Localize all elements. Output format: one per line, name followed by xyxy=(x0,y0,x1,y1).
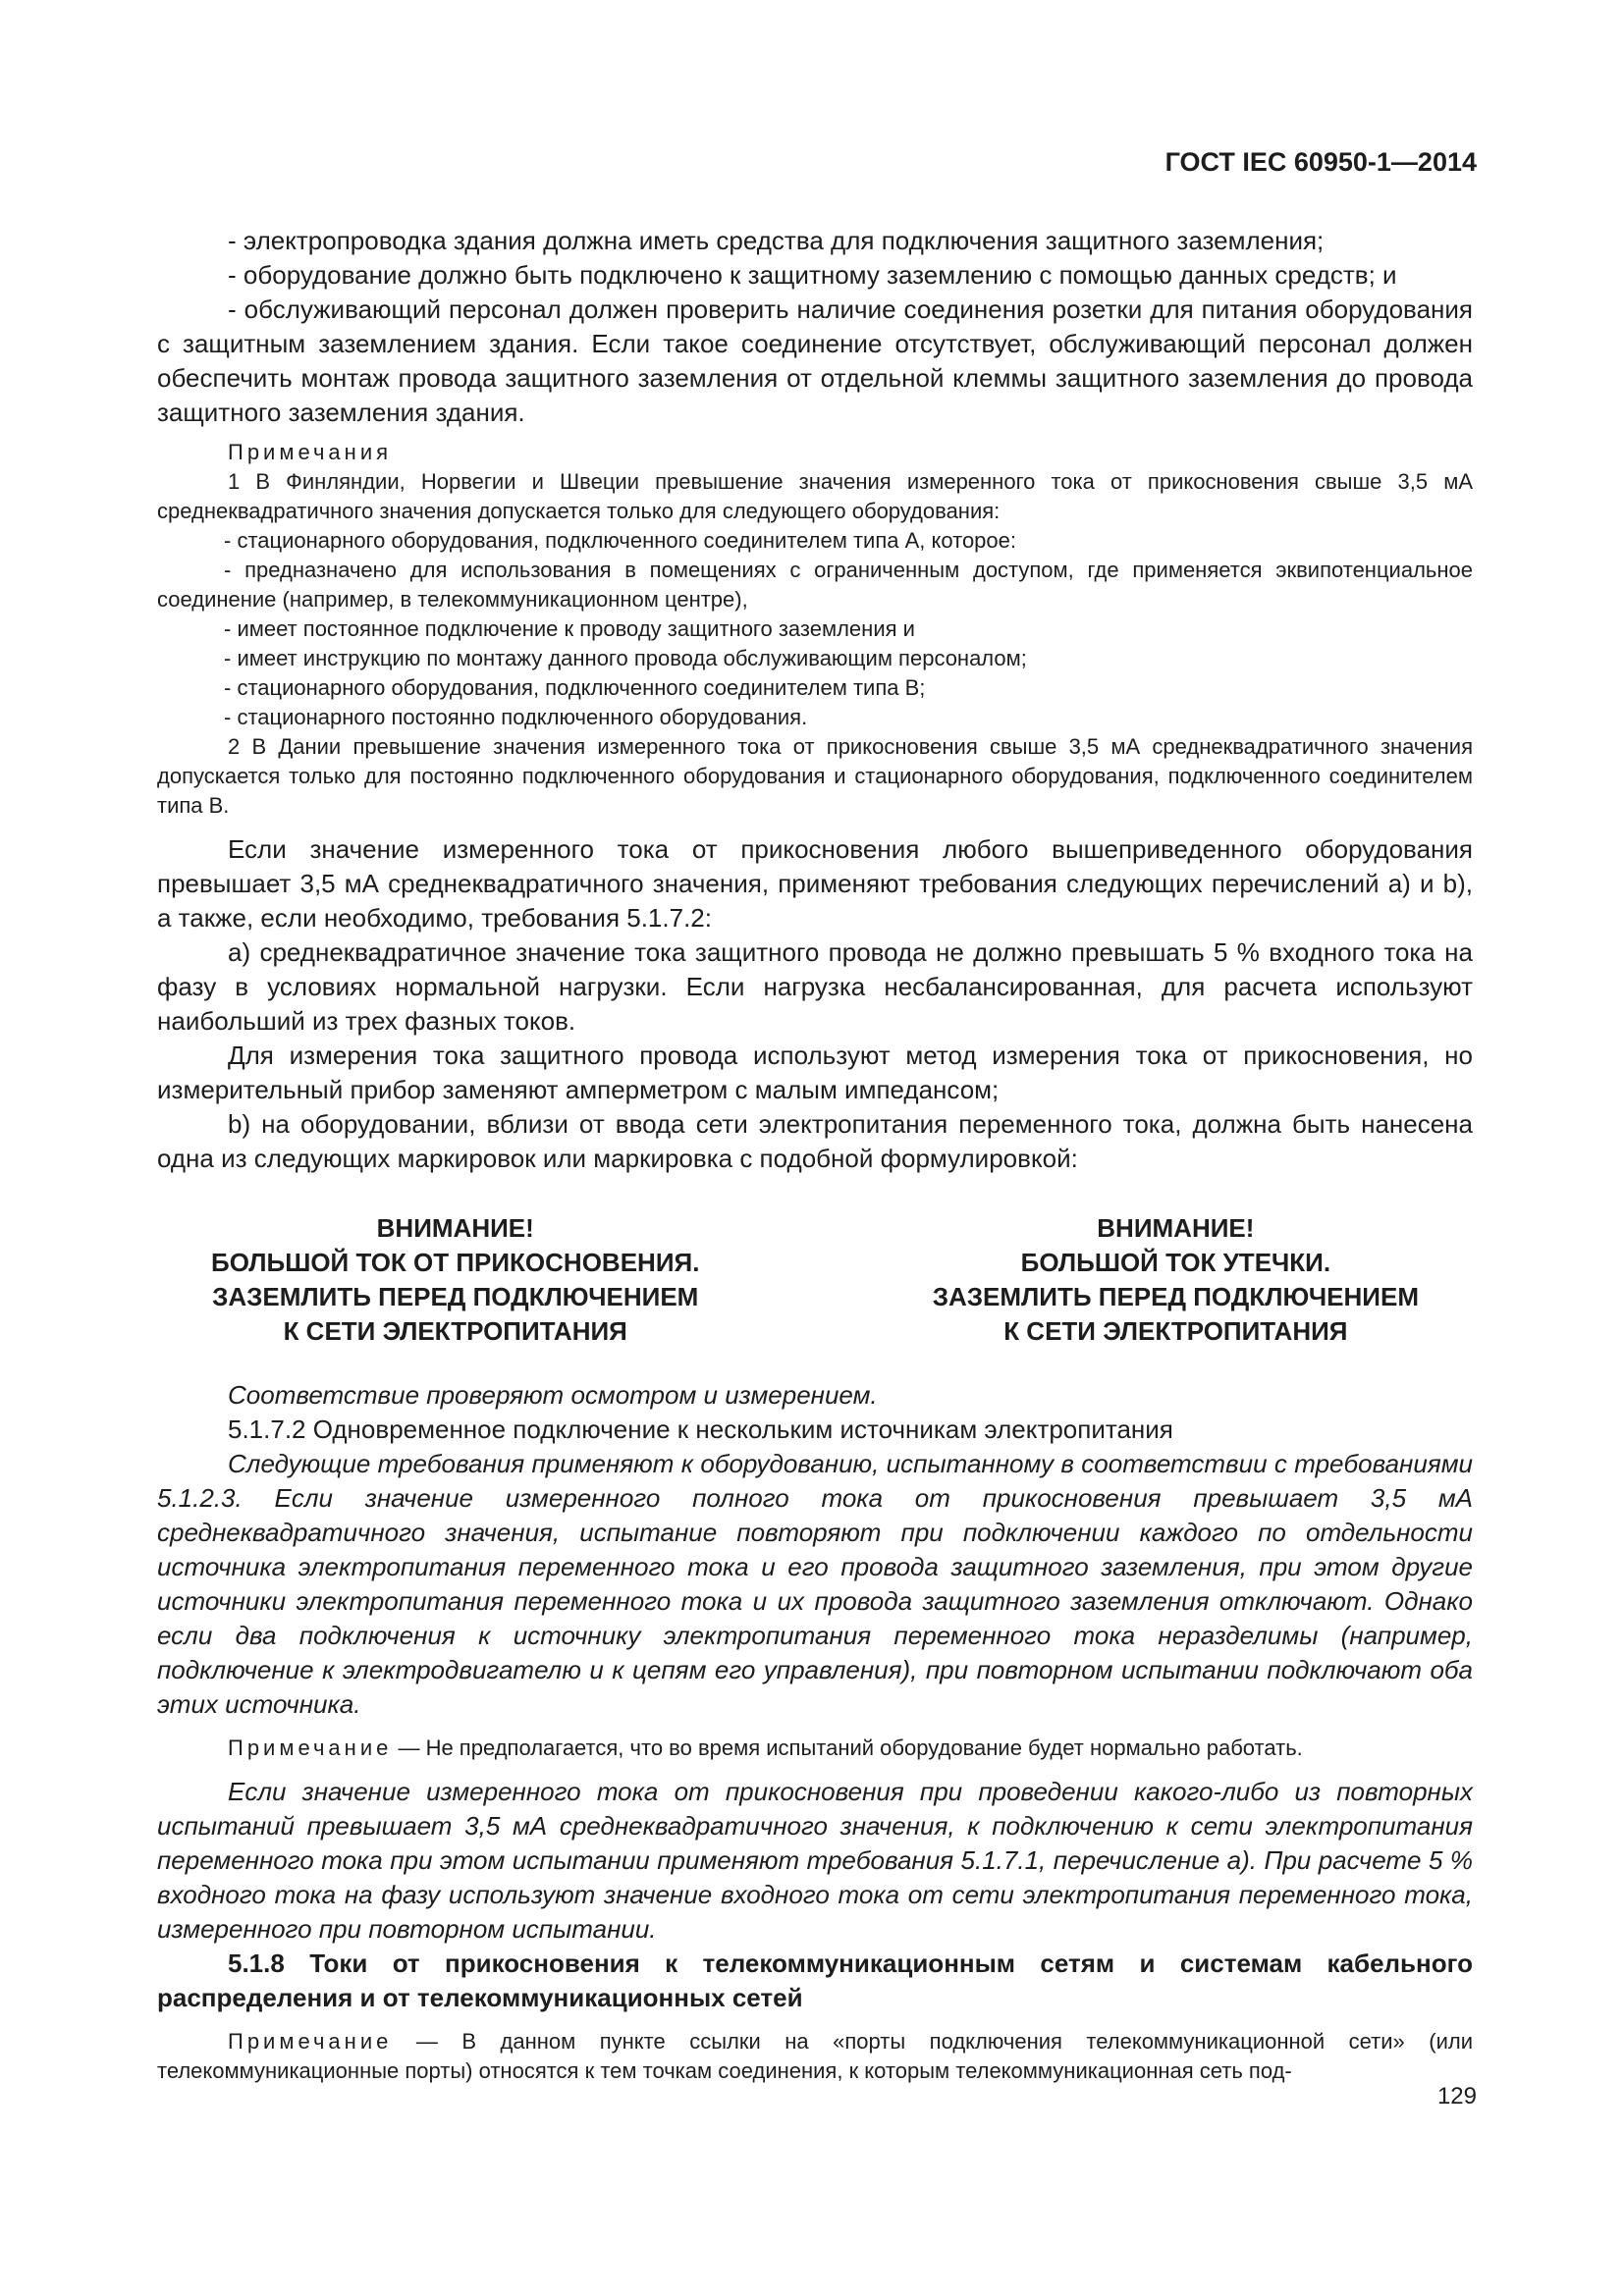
page-number: 129 xyxy=(1436,2083,1477,2109)
compliance-statement: Соответствие проверяют осмотром и измерением. xyxy=(228,1380,878,1410)
note-1-item: - имеет постоянное подключение к проводу защитного заземления и xyxy=(224,616,915,641)
note-1: 1 В Финляндии, Норвегии и Швеции превышение значения измеренного тока от прикосновения свыше 3,5 мА среднеквадратичного значения допускается только для следующего оборудования: xyxy=(157,469,1473,523)
body-paragraph: Для измерения тока защитного провода используют метод измерения тока от прикосновения, но измерительный прибор заменяют амперметром с малым импедансом; xyxy=(157,1041,1473,1104)
note-text: — В данном пункте ссылки на «порты подключения телекоммуникационной сети» (или телекоммуникационные порты) относятся к тем точкам соединения, к которым телекоммуникационная сеть под- xyxy=(157,2029,1473,2083)
note-label: Примечание xyxy=(228,2029,393,2054)
warning-line: ЗАЗЕМЛИТЬ ПЕРЕД ПОДКЛЮЧЕНИЕМ xyxy=(932,1282,1419,1311)
clause-5172-title: 5.1.7.2 Одновременное подключение к нескольким источникам электропитания xyxy=(228,1415,1173,1444)
warning-marking-touch-current xyxy=(211,1211,699,1349)
document-header: ГОСТ IEC 60950-1—2014 xyxy=(1164,147,1477,177)
clause-5172-note xyxy=(157,1734,1473,1763)
warning-markings xyxy=(157,1211,1473,1349)
warning-line: К СЕТИ ЭЛЕКТРОПИТАНИЯ xyxy=(283,1316,627,1346)
clause-518-note xyxy=(157,2027,1473,2086)
warning-line: К СЕТИ ЭЛЕКТРОПИТАНИЯ xyxy=(1003,1316,1348,1346)
body-paragraph: b) на оборудовании, вблизи от ввода сети электропитания переменного тока, должна быть нанесена одна из следующих маркировок или маркировка с подобной формулировкой: xyxy=(157,1109,1473,1173)
note-1-item: - имеет инструкцию по монтажу данного провода обслуживающим персоналом; xyxy=(224,646,1027,670)
clause-5172-test: Следующие требования применяют к оборудованию, испытанному в соответствии с требованиями 5.1.2.3. Если значение измеренного полного тока от прикосновения превышает 3,5 мА среднеквадратичного значения, испытание повторяют при подключении каждого по отдельности источника электропитания переменного тока и его провода защитного заземления, при этом другие источники электропитания переменного тока и их провода защитного заземления отключают. Однако если два подключения к источнику электропитания переменного тока неразделимы (например, подключение к электродвигателю и к цепям его управления), при повторном испытании подключают оба этих источника. xyxy=(157,1449,1473,1719)
intro-item-2: - оборудование должно быть подключено к защитному заземлению с помощью данных средств; и xyxy=(228,260,1397,290)
intro-item-1: - электропроводка здания должна иметь средства для подключения защитного заземления; xyxy=(228,226,1325,255)
warning-line: ВНИМАНИЕ! xyxy=(376,1213,534,1243)
body-paragraph: Если значение измеренного тока от прикосновения любого вышеприведенного оборудования превышает 3,5 мА среднеквадратичного значения, применяют требования следующих перечислений а) и b), а также, если необходимо, требования 5.1.7.2: xyxy=(157,834,1473,933)
note-2: 2 В Дании превышение значения измеренного тока от прикосновения свыше 3,5 мА среднеквадратичного значения допускается только для постоянно подключенного оборудования и стационарного оборудования, подключенного соединителем типа В. xyxy=(157,734,1473,818)
clause-518-title: 5.1.8 Токи от прикосновения к телекоммуникационным сетям и системам кабельного распределения и от телекоммуникационных сетей xyxy=(157,1949,1473,2012)
warning-marking-leakage-current xyxy=(933,1211,1419,1349)
intro-item-3: - обслуживающий персонал должен проверить наличие соединения розетки для питания оборудования с защитным заземлением здания. Если такое соединение отсутствует, обслуживающий персонал должен обеспечить монтаж провода защитного заземления от отдельной клеммы защитного заземления до провода защитного заземления здания. xyxy=(157,294,1473,427)
note-text: — Не предполагается, что во время испытаний оборудование будет нормально работать. xyxy=(392,1735,1303,1760)
body-paragraph: а) среднеквадратичное значение тока защитного провода не должно превышать 5 % входного тока на фазу в условиях нормальной нагрузки. Если нагрузка несбалансированная, для расчета используют наибольший из трех фазных токов. xyxy=(157,937,1473,1036)
warning-line: ЗАЗЕМЛИТЬ ПЕРЕД ПОДКЛЮЧЕНИЕМ xyxy=(212,1282,699,1311)
note-1-item: - предназначено для использования в помещениях с ограниченным доступом, где применяется эквипотенциальное соединение (например, в телекоммуникационном центре), xyxy=(157,558,1473,612)
notes-heading: Примечания xyxy=(228,440,393,464)
note-1-item: - стационарного оборудования, подключенного соединителем типа В; xyxy=(224,675,926,700)
warning-line: БОЛЬШОЙ ТОК УТЕЧКИ. xyxy=(1020,1248,1331,1277)
note-label: Примечание xyxy=(228,1735,393,1760)
main-text xyxy=(157,224,1473,2086)
warning-line: БОЛЬШОЙ ТОК ОТ ПРИКОСНОВЕНИЯ. xyxy=(211,1248,700,1277)
note-1-item: - стационарного оборудования, подключенного соединителем типа А, которое: xyxy=(224,528,1016,553)
clause-5172-test-2: Если значение измеренного тока от прикосновения при проведении какого-либо из повторных испытаний превышает 3,5 мА среднеквадратичного значения, к подключению к сети электропитания переменного тока при этом испытании применяют требования 5.1.7.1, перечисление а). При расчете 5 % входного тока на фазу используют значение входного тока от сети электропитания переменного тока, измеренного при повторном испытании. xyxy=(157,1777,1473,1944)
warning-line: ВНИМАНИЕ! xyxy=(1097,1213,1255,1243)
note-1-item: - стационарного постоянно подключенного оборудования. xyxy=(224,705,808,729)
